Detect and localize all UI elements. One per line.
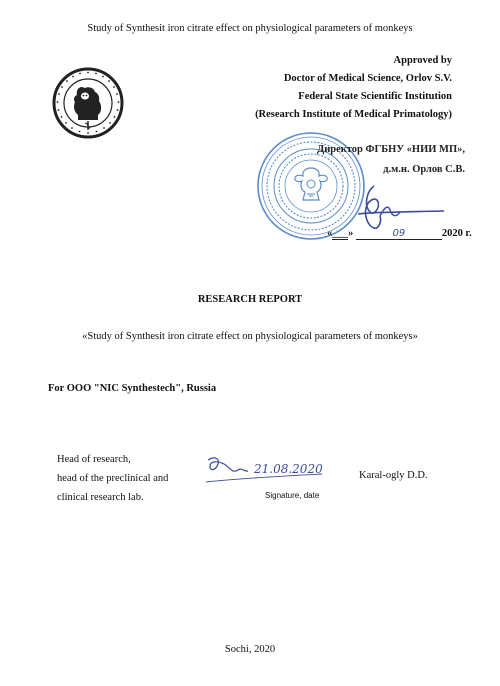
footer-place-year: Sochi, 2020 (224, 644, 276, 655)
head-line: Head of research, (57, 454, 131, 465)
date-quote-close: » (348, 228, 354, 239)
approval-block (202, 52, 452, 124)
date-year: 2020 г. (441, 228, 472, 239)
director-block (255, 140, 465, 180)
approval-date (327, 228, 472, 240)
report-title: RESEARCH REPORT (197, 294, 303, 305)
head-line: head of the preclinical and (57, 473, 169, 484)
institute-logo-icon (52, 67, 124, 139)
approval-line: Federal State Scientific Institution (298, 91, 452, 102)
approval-line: Doctor of Medical Science, Orlov S.V. (283, 73, 452, 84)
approval-line: Approved by (393, 55, 452, 66)
signature-handwritten-date: 21.08.2020 (254, 462, 323, 476)
approval-line: (Research Institute of Medical Primatology) (255, 109, 452, 120)
head-of-research-block (57, 450, 168, 507)
director-name: д.м.н. Орлов С.В. (383, 164, 465, 175)
head-line: clinical research lab. (57, 492, 144, 503)
report-subtitle: «Study of Synthesit iron citrate effect on physiological parameters of monkeys» (82, 331, 418, 342)
date-quote-open: « (327, 228, 333, 239)
date-month: 09 (356, 228, 442, 240)
document-header: Study of Synthesit iron citrate effect on physiological parameters of monkeys (87, 23, 413, 34)
client-line: For OOO "NIC Synthestech", Russia (48, 383, 217, 394)
date-day: ___ (332, 228, 348, 239)
director-title: Директор ФГБНУ «НИИ МП», (316, 144, 465, 155)
researcher-signature (204, 454, 324, 484)
signature-caption: Signature, date (265, 491, 320, 500)
researcher-name: Karal-ogly D.D. (359, 470, 428, 481)
